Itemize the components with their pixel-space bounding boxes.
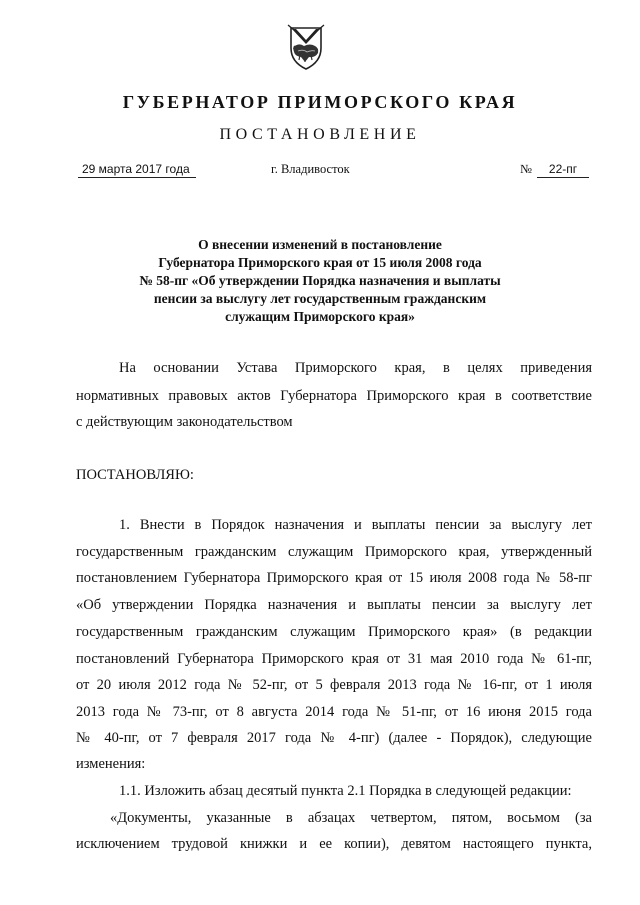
preamble-line: с действующим законодательством: [76, 414, 293, 430]
resolve-word: ПОСТАНОВЛЯЮ:: [76, 467, 194, 483]
item11-line: 1.1. Изложить абзац десятый пункта 2.1 Порядка в следующей редакции:: [119, 783, 572, 799]
item1-line: изменения:: [76, 756, 146, 772]
coat-of-arms-icon: [285, 22, 327, 72]
document-date: 29 марта 2017 года: [78, 162, 196, 178]
subject-line: пенсии за выслугу лет государственным гражданским: [153, 291, 487, 306]
number-label: №: [520, 162, 532, 176]
authority-title: ГУБЕРНАТОР ПРИМОРСКОГО КРАЯ: [122, 92, 518, 112]
subject-line: № 58-пг «Об утверждении Порядка назначения и выплаты: [139, 273, 501, 288]
document-number: 22-пг: [537, 162, 589, 178]
quote-line: «Документы, указанные в абзацах четвертом, пятом, восьмом (за: [110, 810, 592, 826]
document-city: г. Владивосток: [271, 162, 350, 176]
subject-line: О внесении изменений в постановление: [198, 237, 442, 252]
item1-line: от 20 июля 2012 года № 52-пг, от 5 февраля 2013 года № 16-пг, от 1 июля: [76, 677, 592, 693]
preamble-line: На основании Устава Приморского края, в целях приведения: [119, 360, 592, 376]
item1-line: «Об утверждении Порядка назначения и выплаты пенсии за выслугу лет: [76, 597, 592, 613]
document-type: ПОСТАНОВЛЕНИЕ: [219, 126, 421, 143]
item1-line: № 40-пг, от 7 февраля 2017 года № 4-пг) (далее - Порядок), следующие: [76, 730, 592, 746]
item1-line: 1. Внести в Порядок назначения и выплаты пенсии за выслугу лет: [119, 517, 592, 533]
item1-line: постановлением Губернатора Приморского края от 15 июля 2008 года № 58-пг: [76, 570, 592, 586]
item1-line: государственным гражданским служащим Приморского края, утвержденный: [76, 544, 592, 560]
item1-line: постановлений Губернатора Приморского края от 31 мая 2010 года № 61-пг,: [76, 651, 592, 667]
subject-line: служащим Приморского края»: [225, 309, 415, 324]
item1-line: 2013 года № 73-пг, от 8 августа 2014 года № 51-пг, от 16 июня 2015 года: [76, 704, 592, 720]
subject-line: Губернатора Приморского края от 15 июля 2008 года: [158, 255, 482, 270]
item1-line: государственным гражданским служащим Приморского края» (в редакции: [76, 624, 592, 640]
document-subject: [110, 236, 530, 326]
preamble-line: нормативных правовых актов Губернатора Приморского края в соответствие: [76, 388, 592, 404]
quote-line: исключением трудовой книжки и ее копии), девятом настоящего пункта,: [76, 836, 592, 852]
